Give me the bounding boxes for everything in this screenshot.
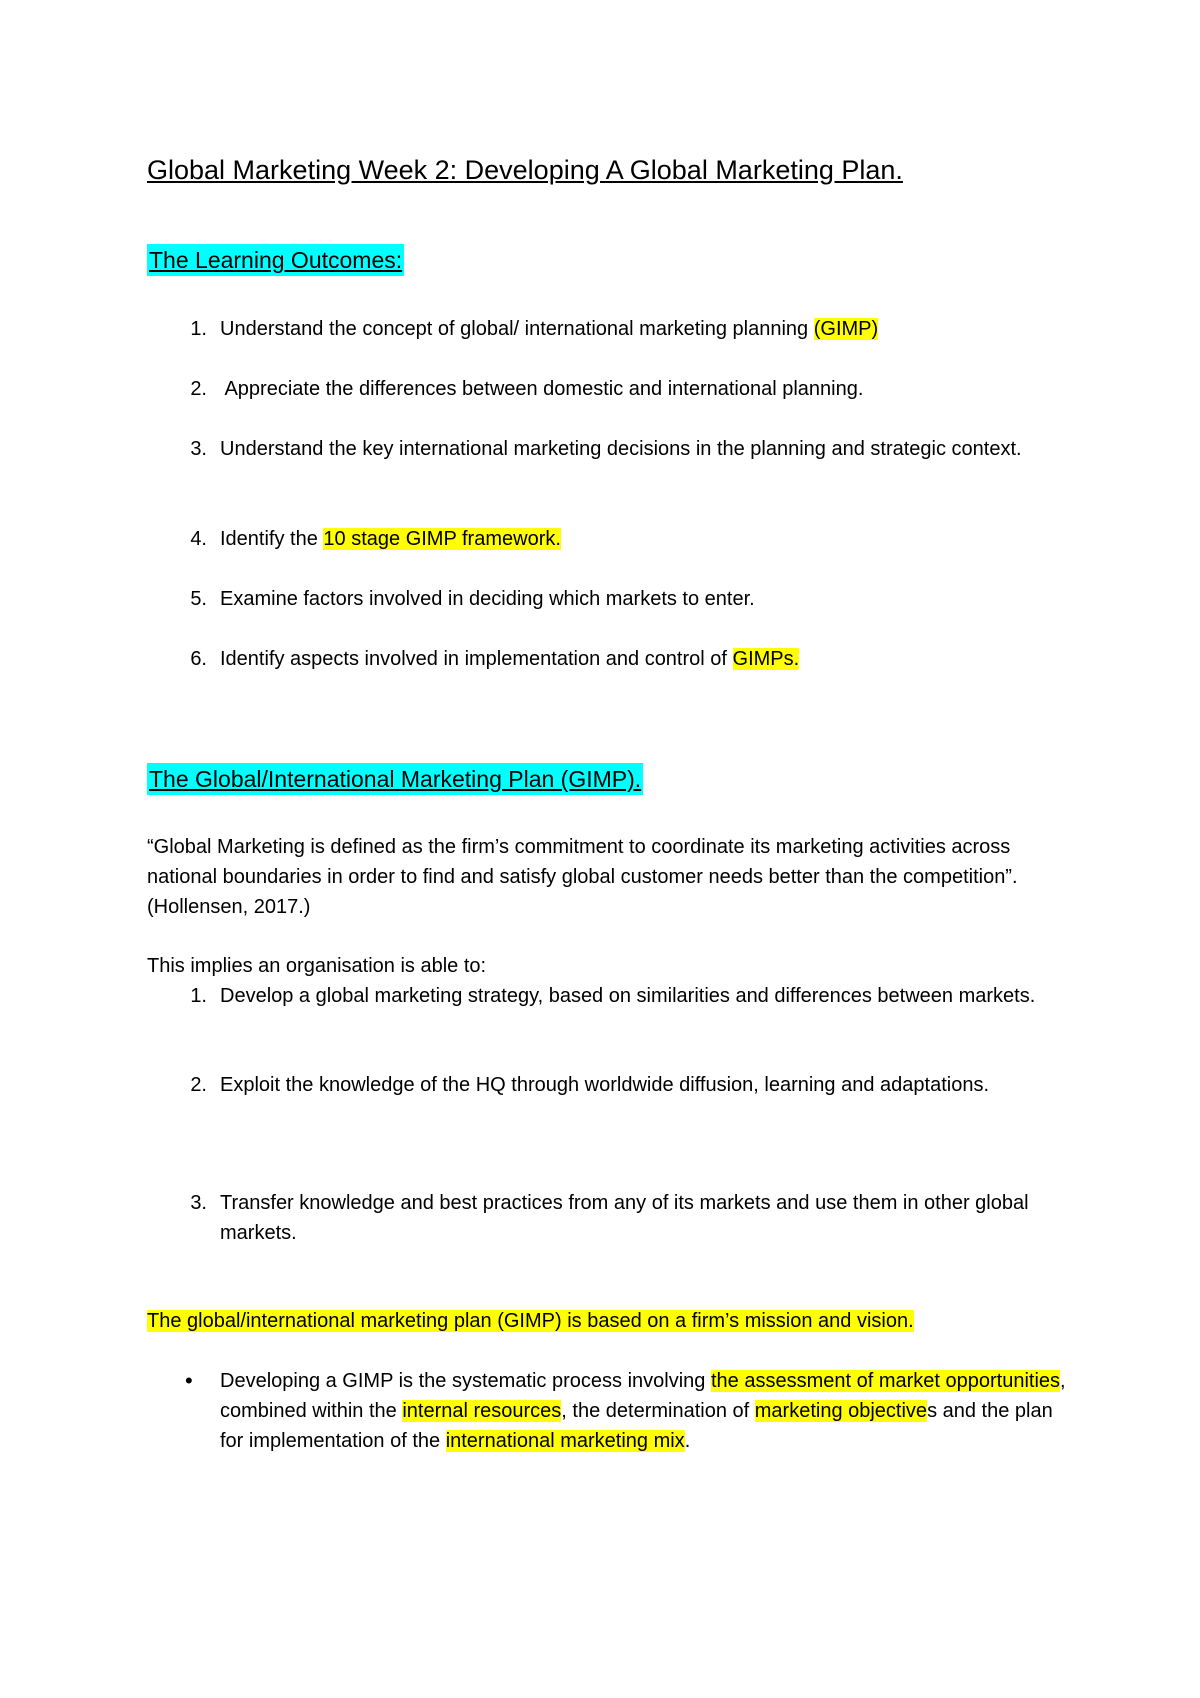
highlight: international marketing mix xyxy=(445,1430,685,1452)
highlight: 10 stage GIMP framework. xyxy=(323,528,561,550)
bullet-icon: • xyxy=(185,1368,193,1393)
document-page: Global Marketing Week 2: Developing A Global Marketing Plan. The Learning Outcomes: 1. Understand the concept of global/ international marketing planning (GIMP) 2. Appreciate the differences between domestic and international planning. 3. Understand the key international marketing decisions in the planning and strategic context. 4. Identify the 10 stage GIMP framework. 5. Examine factors involved in deciding which markets to enter. 6. Identify aspects involved in implementation and control of GIMPs. The Global/International Marketing Plan (GIMP). “Global Marketing is defined as the firm’s commitment to coordinate its marketing activities across national boundaries in order to find and satisfy global customer needs better than the competition”. (Hollensen, 2017.) This implies an organisation is able to: 1. Develop a global marketing strategy, based on similarities and differences between markets. 2. Exploit the knowledge of the HQ through worldwide diffusion, learning and adaptations. 3. Transfer knowledge and best practices from any of its markets and use them in other global markets. The global/international marketing plan (GIMP) is based on a firm’s mission and vision. • Developing a GIMP is the systematic process involving the assessment of market opportunities, combined within the internal resources, the determination of marketing objectives and the plan for implementation of the international marketing mix. xyxy=(0,0,1200,1698)
highlight: GIMPs. xyxy=(732,648,800,670)
highlight: (GIMP) xyxy=(813,318,879,340)
learning-outcomes-heading: The Learning Outcomes: xyxy=(147,244,404,276)
plan-statement xyxy=(147,1306,1077,1336)
document-title: Global Marketing Week 2: Developing A Global Marketing Plan. xyxy=(147,155,903,185)
highlight: internal resources xyxy=(402,1400,562,1422)
gimp-heading: The Global/International Marketing Plan (GIMP). xyxy=(147,763,643,795)
highlight: the assessment of market opportunities xyxy=(710,1370,1061,1392)
highlight: marketing objective xyxy=(754,1400,928,1422)
quote-paragraph: “Global Marketing is defined as the firm’s commitment to coordinate its marketing activities across national boundaries in order to find and satisfy global customer needs better than the competition”. (Hollensen, 2017.) xyxy=(147,836,1018,918)
highlight: The global/international marketing plan (GIMP) is based on a firm’s mission and vision. xyxy=(147,1310,914,1332)
implies-paragraph: This implies an organisation is able to: xyxy=(147,955,487,977)
